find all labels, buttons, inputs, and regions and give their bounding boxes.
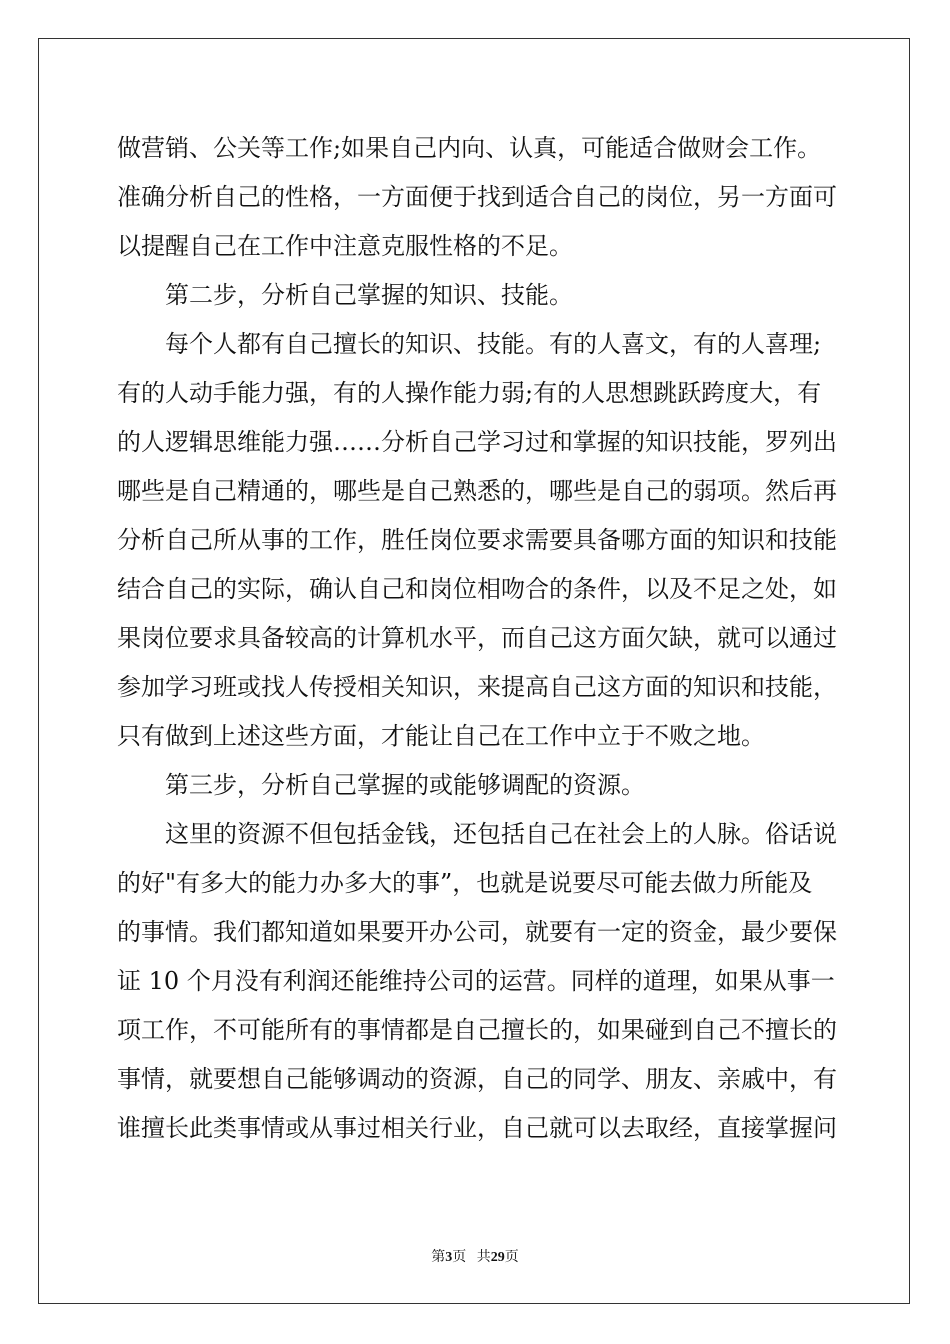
text-line: 谁擅长此类事情或从事过相关行业，自己就可以去取经，直接掌握问	[117, 1114, 837, 1142]
document-body	[117, 124, 837, 1153]
text-line: 证 10 个月没有利润还能维持公司的运营。同样的道理，如果从事一	[117, 967, 835, 995]
text-line: 只有做到上述这些方面，才能让自己在工作中立于不败之地。	[117, 722, 765, 750]
page-suffix: 页	[452, 1250, 467, 1265]
text-line: 果岗位要求具备较高的计算机水平，而自己这方面欠缺，就可以通过	[117, 624, 837, 652]
text-line: 有的人动手能力强，有的人操作能力弱;有的人思想跳跃跨度大，有	[117, 379, 822, 407]
text-line: 参加学习班或找人传授相关知识，来提高自己这方面的知识和技能，	[117, 673, 837, 701]
text-line: 这里的资源不但包括金钱，还包括自己在社会上的人脉。俗话说	[117, 820, 837, 848]
total-prefix: 共	[476, 1250, 491, 1265]
total-pages: 29	[490, 1250, 505, 1265]
page-prefix: 第	[431, 1250, 446, 1265]
text-line: 的人逻辑思维能力强……分析自己学习过和掌握的知识技能，罗列出	[117, 428, 837, 456]
text-line: 事情，就要想自己能够调动的资源，自己的同学、朋友、亲戚中，有	[117, 1065, 837, 1093]
total-suffix: 页	[504, 1250, 519, 1265]
text-line: 的事情。我们都知道如果要开办公司，就要有一定的资金，最少要保	[117, 918, 837, 946]
paragraph-heading: 第三步，分析自己掌握的或能够调配的资源。	[117, 771, 645, 799]
text-line: 分析自己所从事的工作，胜任岗位要求需要具备哪方面的知识和技能	[117, 526, 837, 554]
paragraph-heading: 第二步，分析自己掌握的知识、技能。	[117, 281, 573, 309]
text-line: 结合自己的实际，确认自己和岗位相吻合的条件，以及不足之处，如	[117, 575, 837, 603]
page-footer	[0, 1246, 950, 1266]
text-line: 每个人都有自己擅长的知识、技能。有的人喜文，有的人喜理;	[117, 330, 822, 358]
text-line: 哪些是自己精通的，哪些是自己熟悉的，哪些是自己的弱项。然后再	[117, 477, 837, 505]
text-line: 做营销、公关等工作;如果自己内向、认真，可能适合做财会工作。	[117, 134, 822, 162]
text-line: 项工作，不可能所有的事情都是自己擅长的，如果碰到自己不擅长的	[117, 1016, 837, 1044]
text-line: 准确分析自己的性格，一方面便于找到适合自己的岗位，另一方面可	[117, 183, 837, 211]
text-line: 以提醒自己在工作中注意克服性格的不足。	[117, 232, 573, 260]
page-number: 3	[445, 1250, 453, 1265]
text-line: 的好"有多大的能力办多大的事”，也就是说要尽可能去做力所能及	[117, 869, 813, 897]
